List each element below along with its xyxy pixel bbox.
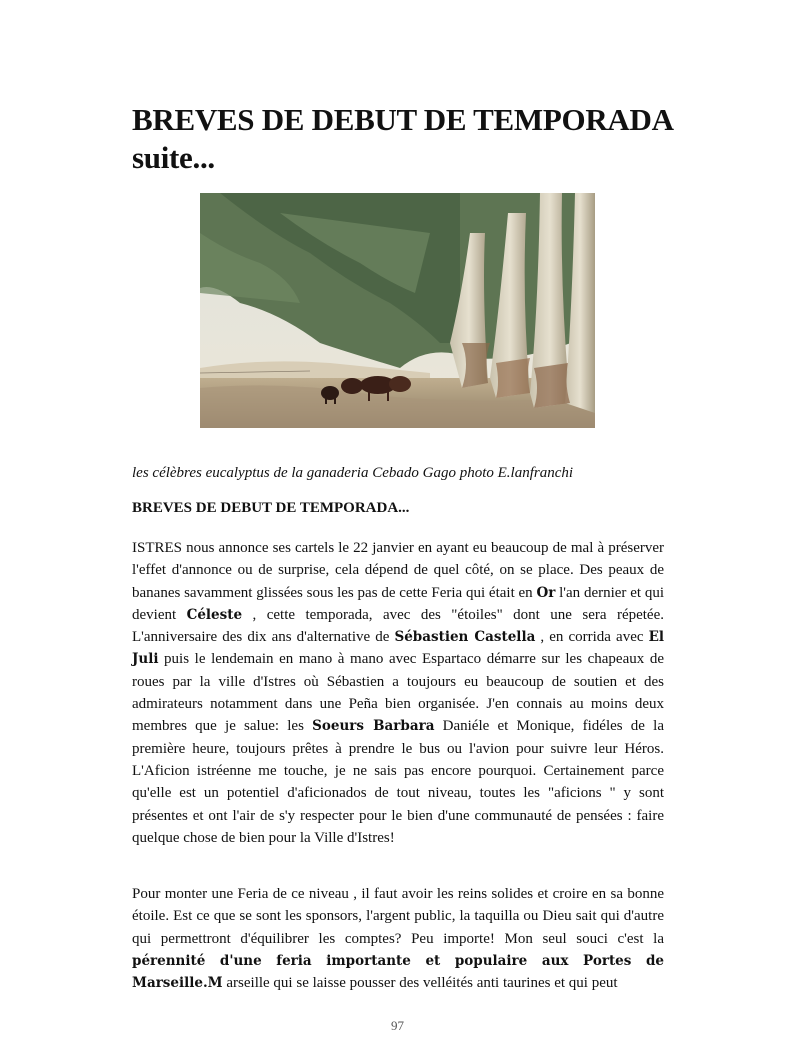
photo-caption: les célèbres eucalyptus de la ganaderia Cebado Gago photo E.lanfranchi xyxy=(132,465,574,481)
paragraph-istres: ISTRES nous annonce ses cartels le 22 janvier en ayant eu beaucoup de mal à préserver l'effet d'annonce ou de surprise, cela dépend de quel côté, on se place. Des peaux de bananes savamment glissées sous les pas de cette Feria qui était en Or l'an dernier et qui devient Céleste , cette temporada, avec des "étoiles" dont une sera répetée. L'anniversaire des dix ans d'alternative de Sébastien Castella , en corrida avec El Juli puis le lendemain en mano à mano avec Espartaco démarre sur les chapeaux de roues par la ville d'Istres où Sébastien a toujours eu beaucoup de soutien et des admirateurs notamment dans une Peña bien organisée. J'en connais au moins deux membres que je salue: les Soeurs Barbara Daniéle et Monique, fidéles de la première heure, toujours prêtes à prendre le bus ou l'avion pour suivre leur Héros. L'Aficion istréenne me touche, je ne sais pas encore pourquoi. Certainement parce qu'elle est un potentiel d'aficionados de tout niveau, toutes les "aficions " y sont présentes et ont l'air de s'y respecter pour le bien d'une communauté de pensées : faire quelque chose de bien pour la Ville d'Istres! xyxy=(132,540,665,846)
eucalyptus-photo xyxy=(200,193,595,428)
page-title: BREVES DE DEBUT DE TEMPORADA suite... xyxy=(132,102,672,175)
section-heading: BREVES DE DEBUT DE TEMPORADA... xyxy=(132,500,410,516)
page-number: 97 xyxy=(391,1018,404,1033)
paragraph-feria: Pour monter une Feria de ce niveau , il faut avoir les reins solides et croire en sa bonne étoile. Est ce que se sont les sponsors, l'argent public, la taquilla ou Dieu sait qui d'autre qui permettront d'équilibrer les comptes? Peu importe! Mon seul souci c'est la pérennité d'une feria importante et populaire aux Portes de Marseille.M arseille qui se laisse pousser des velléités anti taurines et qui peut xyxy=(132,886,664,992)
